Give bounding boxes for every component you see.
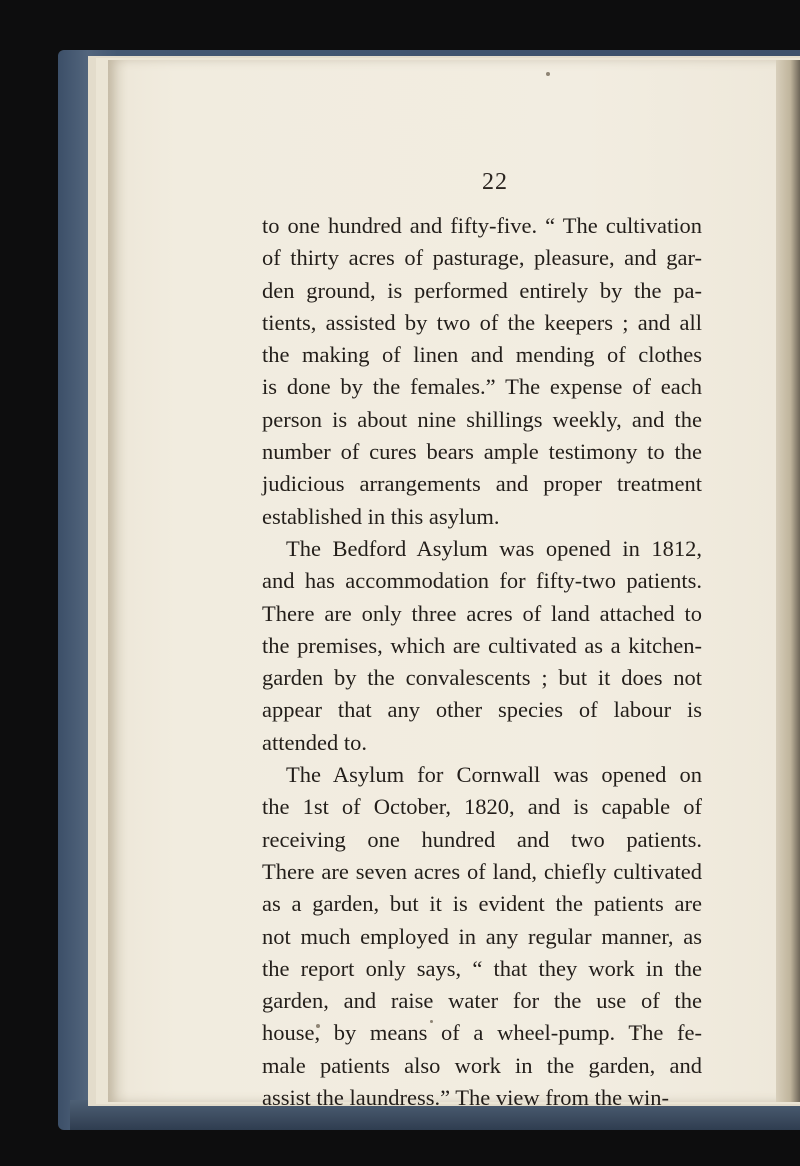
paper-speck xyxy=(546,72,550,76)
text-line: The Bedford Asylum was opened in 1812, xyxy=(286,535,702,561)
text-line: house, by means of a wheel-pump. The fe- xyxy=(262,1020,702,1046)
text-line: assist the laundress.” The view from the win- xyxy=(262,1085,669,1111)
text-line: the 1st of October, 1820, and is capable of xyxy=(262,794,702,820)
text-line: and has accommodation for fifty-two patients. xyxy=(262,568,702,594)
body-text xyxy=(262,210,702,1114)
text-line: established in this asylum. xyxy=(262,503,500,529)
text-line: The Asylum for Cornwall was opened on xyxy=(286,762,702,788)
page-number: 22 xyxy=(482,169,508,195)
text-line: There are only three acres of land attached to xyxy=(262,600,702,626)
text-line: is done by the females.” The expense of each xyxy=(262,374,702,400)
text-line: of thirty acres of pasturage, pleasure, and gar- xyxy=(262,245,702,271)
text-line: as a garden, but it is evident the patients are xyxy=(262,891,702,917)
text-line: judicious arrangements and proper treatment xyxy=(262,471,702,497)
text-line: There are seven acres of land, chiefly cultivated xyxy=(262,858,702,884)
text-line: the premises, which are cultivated as a kitchen- xyxy=(262,632,702,658)
text-line: person is about nine shillings weekly, and the xyxy=(262,406,702,432)
text-line: not much employed in any regular manner, as xyxy=(262,923,702,949)
text-line: to one hundred and fifty-five. “ The cultivation xyxy=(262,213,702,238)
text-line: tients, assisted by two of the keepers ; and all xyxy=(262,309,702,335)
text-line: garden, and raise water for the use of the xyxy=(262,988,702,1014)
page-fore-edge xyxy=(776,60,800,1102)
text-line: attended to. xyxy=(262,729,367,755)
text-line: male patients also work in the garden, and xyxy=(262,1052,702,1078)
text-line: garden by the convalescents ; but it does not xyxy=(262,665,702,691)
text-line: number of cures bears ample testimony to the xyxy=(262,439,702,465)
text-line: receiving one hundred and two patients. xyxy=(262,826,702,852)
text-line: the making of linen and mending of clothes xyxy=(262,342,702,368)
text-line: den ground, is performed entirely by the pa- xyxy=(262,277,702,303)
text-line: the report only says, “ that they work in the xyxy=(262,955,702,981)
text-line: appear that any other species of labour is xyxy=(262,697,702,723)
